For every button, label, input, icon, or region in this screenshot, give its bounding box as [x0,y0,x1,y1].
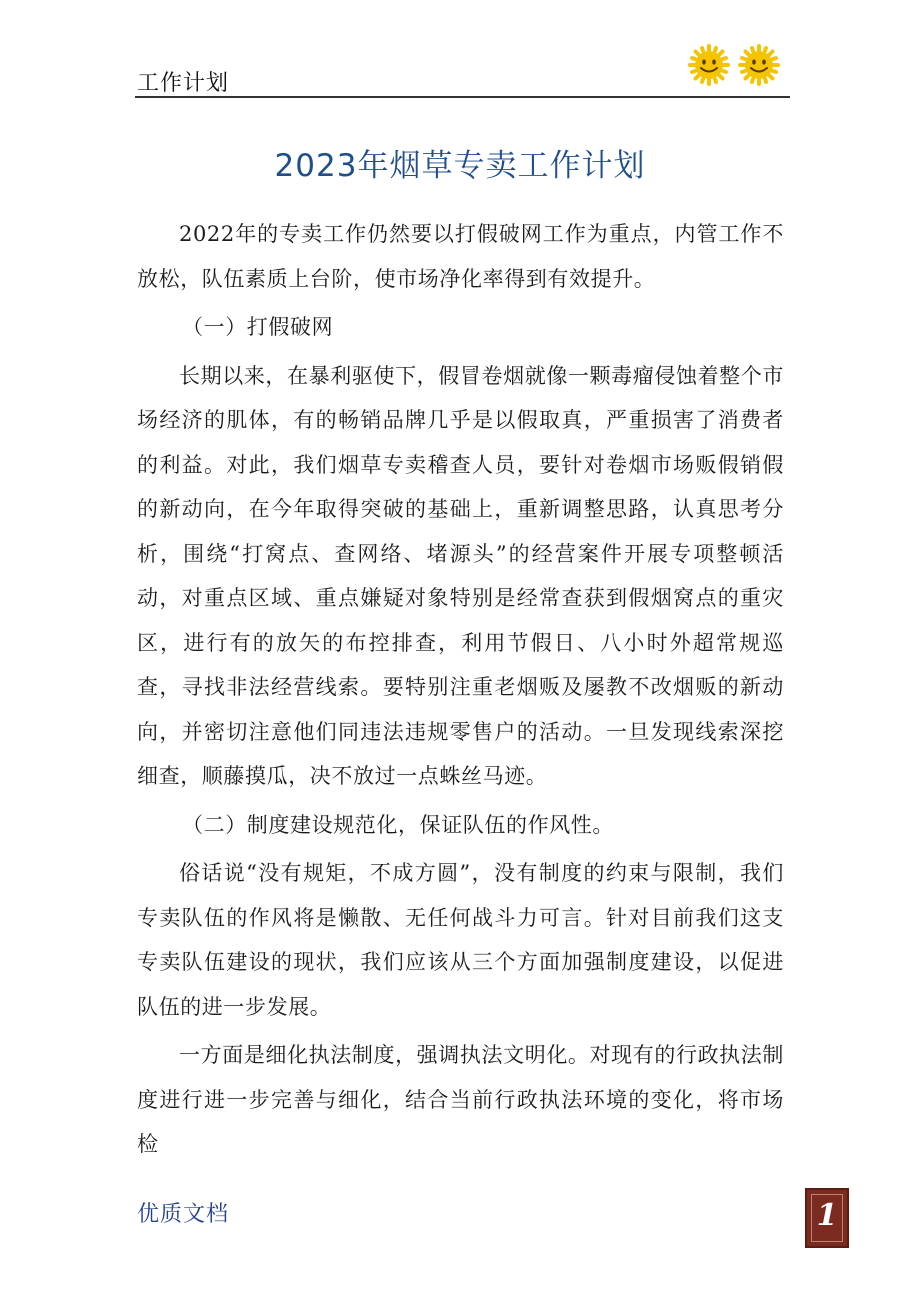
paragraph-anti-counterfeit: 长期以来，在暴利驱使下，假冒卷烟就像一颗毒瘤侵蚀着整个市场经济的肌体，有的畅销品牌几乎是以假取真，严重损害了消费者的利益。对此，我们烟草专卖稽查人员，要针对卷烟市场贩假销假的新动向，在今年取得突破的基础上，重新调整思路，认真思考分析，围绕“打窝点、查网络、堵源头”的经营案件开展专项整顿活动，对重点区域、重点嫌疑对象特别是经常查获到假烟窝点的重灾区，进行有的放矢的布控排查，利用节假日、八小时外超常规巡查，寻找非法经营线索。要特别注重老烟贩及屡教不改烟贩的新动向，并密切注意他们同违法违规零售户的活动。一旦发现线索深挖细查，顺藤摸瓜，决不放过一点蛛丝马迹。 [137,363,784,788]
section-heading-1: （一）打假破网 [182,315,334,339]
page-number: 1 [816,1198,838,1233]
paragraph-rules: 俗话说“没有规矩，不成方圆”，没有制度的约束与限制，我们专卖队伍的作风将是懒散、无任何战斗力可言。针对目前我们这支专卖队伍建设的现状，我们应该从三个方面加强制度建设，以促进队伍的进一步发展。 [137,861,784,1019]
smiley-icon [738,44,780,86]
footer-label: 优质文档 [137,1202,230,1227]
section-heading-2: （二）制度建设规范化，保证队伍的作风性。 [182,812,614,837]
document-body [137,212,784,1171]
paragraph-intro: 2022年的专卖工作仍然要以打假破网工作为重点，内管工作不放松，队伍素质上台阶，使市场净化率得到有效提升。 [137,222,784,291]
header-divider [135,96,790,98]
page-number-badge [805,1188,849,1248]
document-title: 2023年烟草专卖工作计划 [274,148,646,184]
header-title: 工作计划 [137,71,230,96]
paragraph-enforcement: 一方面是细化执法制度，强调执法文明化。对现有的行政执法制度进行进一步完善与细化，结合当前行政执法环境的变化，将市场检 [137,1043,784,1156]
smiley-icon [688,44,730,86]
